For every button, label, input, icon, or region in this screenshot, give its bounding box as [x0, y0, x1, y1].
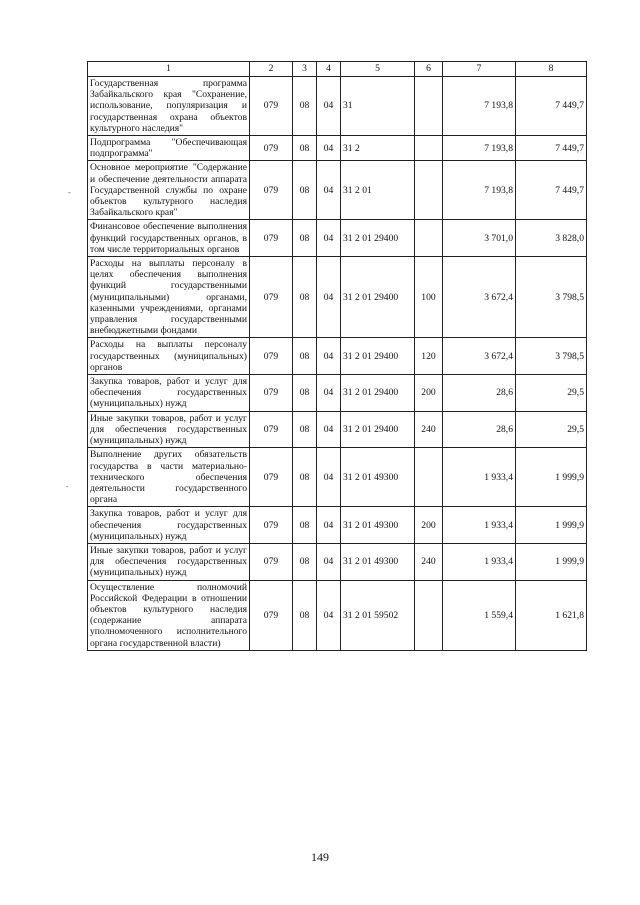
amount-year-1: 1 933,4 [443, 543, 516, 580]
ministry-code: 079 [250, 543, 293, 580]
subsection-code: 04 [317, 257, 341, 338]
amount-year-2: 1 999,9 [516, 448, 587, 507]
amount-year-2: 7 449,7 [516, 136, 587, 161]
subsection-code: 04 [317, 161, 341, 220]
ministry-code: 079 [250, 375, 293, 412]
expense-name: Иные закупки товаров, работ и услуг для обеспечения государственных (муниципальных) нужд [88, 543, 250, 580]
ministry-code: 079 [250, 448, 293, 507]
ministry-code: 079 [250, 580, 293, 650]
header-cell: 6 [415, 62, 443, 77]
amount-year-2: 1 621,8 [516, 580, 587, 650]
amount-year-1: 28,6 [443, 411, 516, 448]
header-cell: 2 [250, 62, 293, 77]
amount-year-2: 3 798,5 [516, 338, 587, 375]
section-code: 08 [293, 338, 317, 375]
expense-name: Подпрограмма "Обеспечивающая подпрограмма" [88, 136, 250, 161]
budget-table [87, 61, 587, 651]
target-article-code: 31 2 [341, 136, 415, 161]
amount-year-2: 7 449,7 [516, 77, 587, 136]
amount-year-1: 3 672,4 [443, 257, 516, 338]
section-code: 08 [293, 161, 317, 220]
target-article-code: 31 2 01 59502 [341, 580, 415, 650]
header-cell: 3 [293, 62, 317, 77]
table-row [88, 580, 587, 650]
table-row [88, 338, 587, 375]
subsection-code: 04 [317, 375, 341, 412]
target-article-code: 31 2 01 49300 [341, 448, 415, 507]
subsection-code: 04 [317, 411, 341, 448]
ministry-code: 079 [250, 411, 293, 448]
expense-type-code: 100 [415, 257, 443, 338]
amount-year-1: 7 193,8 [443, 161, 516, 220]
scan-speck: - [66, 482, 69, 491]
target-article-code: 31 2 01 [341, 161, 415, 220]
section-code: 08 [293, 448, 317, 507]
amount-year-1: 3 672,4 [443, 338, 516, 375]
amount-year-1: 28,6 [443, 375, 516, 412]
amount-year-1: 7 193,8 [443, 136, 516, 161]
subsection-code: 04 [317, 338, 341, 375]
expense-name: Закупка товаров, работ и услуг для обеспечения государственных (муниципальных) нужд [88, 507, 250, 544]
amount-year-1: 1 559,4 [443, 580, 516, 650]
amount-year-2: 29,5 [516, 411, 587, 448]
target-article-code: 31 2 01 29400 [341, 411, 415, 448]
section-code: 08 [293, 220, 317, 257]
subsection-code: 04 [317, 136, 341, 161]
page-number: 149 [311, 850, 329, 864]
expense-type-code: 200 [415, 507, 443, 544]
ministry-code: 079 [250, 161, 293, 220]
amount-year-1: 7 193,8 [443, 77, 516, 136]
subsection-code: 04 [317, 220, 341, 257]
amount-year-2: 1 999,9 [516, 507, 587, 544]
expense-type-code: 120 [415, 338, 443, 375]
expense-type-code [415, 77, 443, 136]
table-row [88, 375, 587, 412]
amount-year-1: 3 701,0 [443, 220, 516, 257]
header-cell: 4 [317, 62, 341, 77]
header-cell: 7 [443, 62, 516, 77]
target-article-code: 31 2 01 29400 [341, 375, 415, 412]
table-row [88, 220, 587, 257]
amount-year-2: 29,5 [516, 375, 587, 412]
table-row [88, 257, 587, 338]
ministry-code: 079 [250, 507, 293, 544]
section-code: 08 [293, 136, 317, 161]
expense-type-code [415, 161, 443, 220]
table-row [88, 507, 587, 544]
expense-name: Выполнение других обязательств государства в части материально-технического обеспечения деятельности государственного органа [88, 448, 250, 507]
expense-name: Закупка товаров, работ и услуг для обеспечения государственных (муниципальных) нужд [88, 375, 250, 412]
expense-type-code [415, 136, 443, 161]
ministry-code: 079 [250, 257, 293, 338]
section-code: 08 [293, 580, 317, 650]
section-code: 08 [293, 77, 317, 136]
table-row [88, 77, 587, 136]
subsection-code: 04 [317, 77, 341, 136]
target-article-code: 31 2 01 29400 [341, 338, 415, 375]
subsection-code: 04 [317, 507, 341, 544]
expense-name: Финансовое обеспечение выполнения функций государственных органов, в том числе территориальных органов [88, 220, 250, 257]
table-row [88, 543, 587, 580]
expense-name: Основное мероприятие "Содержание и обеспечение деятельности аппарата Государственной службы по охране объектов культурного наследия Забайкальского края" [88, 161, 250, 220]
section-code: 08 [293, 257, 317, 338]
expense-name: Расходы на выплаты персоналу государственных (муниципальных) органов [88, 338, 250, 375]
ministry-code: 079 [250, 77, 293, 136]
header-row [88, 62, 587, 77]
amount-year-2: 3 798,5 [516, 257, 587, 338]
expense-name: Осуществление полномочий Российской Федерации в отношении объектов культурного наследия (содержание аппарата уполномоченного исполнительного органа государственной власти) [88, 580, 250, 650]
expense-type-code [415, 448, 443, 507]
header-cell: 8 [516, 62, 587, 77]
header-cell: 1 [88, 62, 250, 77]
table-row [88, 136, 587, 161]
target-article-code: 31 2 01 49300 [341, 507, 415, 544]
table-row [88, 448, 587, 507]
target-article-code: 31 2 01 49300 [341, 543, 415, 580]
ministry-code: 079 [250, 338, 293, 375]
amount-year-2: 1 999,9 [516, 543, 587, 580]
ministry-code: 079 [250, 220, 293, 257]
expense-name: Иные закупки товаров, работ и услуг для обеспечения государственных (муниципальных) нужд [88, 411, 250, 448]
amount-year-1: 1 933,4 [443, 507, 516, 544]
scan-speck: - [68, 188, 71, 197]
expense-type-code: 240 [415, 411, 443, 448]
section-code: 08 [293, 411, 317, 448]
target-article-code: 31 [341, 77, 415, 136]
amount-year-2: 3 828,0 [516, 220, 587, 257]
expense-type-code [415, 220, 443, 257]
expense-name: Расходы на выплаты персоналу в целях обеспечения выполнения функций государственными (муниципальными) органами, казенными учреждениями, органами управления государственными внебюджетными фондами [88, 257, 250, 338]
amount-year-1: 1 933,4 [443, 448, 516, 507]
subsection-code: 04 [317, 580, 341, 650]
expense-type-code: 200 [415, 375, 443, 412]
table-row [88, 411, 587, 448]
section-code: 08 [293, 507, 317, 544]
section-code: 08 [293, 375, 317, 412]
subsection-code: 04 [317, 543, 341, 580]
target-article-code: 31 2 01 29400 [341, 220, 415, 257]
amount-year-2: 7 449,7 [516, 161, 587, 220]
expense-type-code: 240 [415, 543, 443, 580]
expense-type-code [415, 580, 443, 650]
ministry-code: 079 [250, 136, 293, 161]
header-cell: 5 [341, 62, 415, 77]
section-code: 08 [293, 543, 317, 580]
subsection-code: 04 [317, 448, 341, 507]
expense-name: Государственная программа Забайкальского края "Сохранение, использование, популяризация и государственная охрана объектов культурного наследия" [88, 77, 250, 136]
table-row [88, 161, 587, 220]
target-article-code: 31 2 01 29400 [341, 257, 415, 338]
